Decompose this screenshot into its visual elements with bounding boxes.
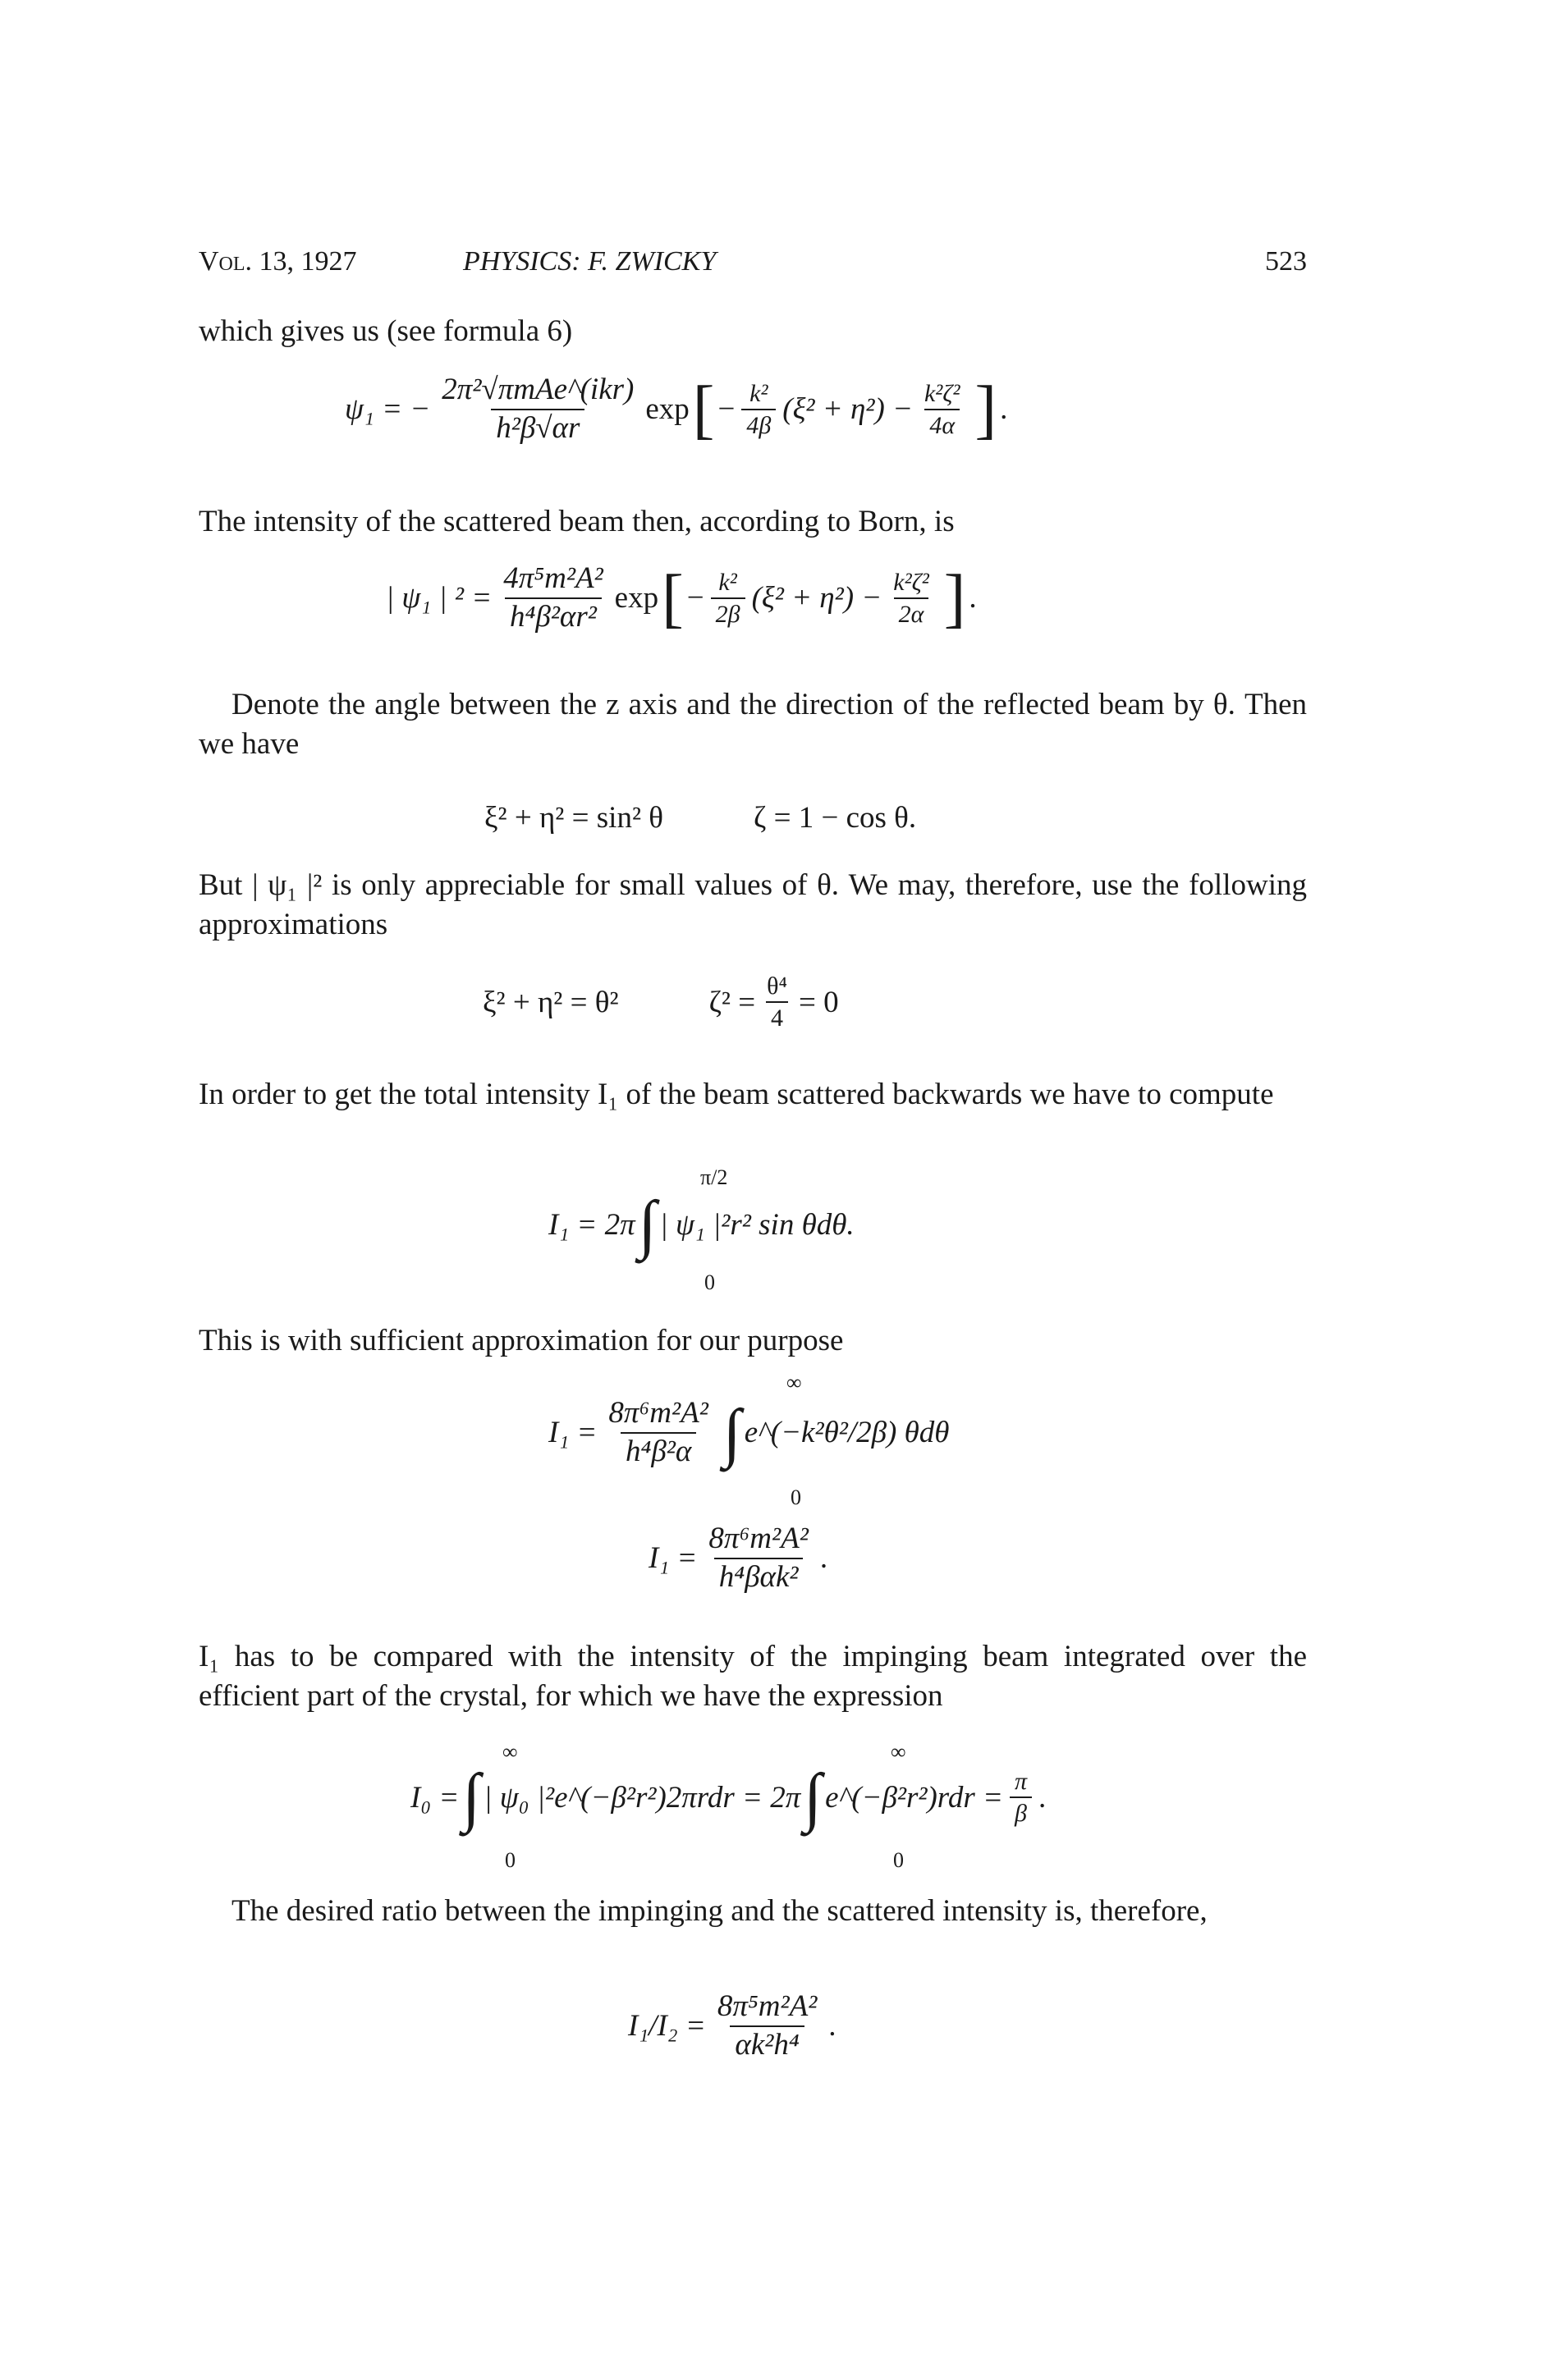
paragraph-1	[199, 312, 1307, 351]
paragraph-text: The intensity of the scattered beam then, according to Born, is	[199, 505, 955, 538]
equation-intensity	[386, 562, 977, 634]
eq-fraction	[1010, 1768, 1032, 1827]
paragraph-6	[199, 1321, 1307, 1361]
integral-sign: ∫	[722, 1396, 741, 1469]
eq-fraction	[762, 973, 792, 1032]
eq-period: .	[828, 2009, 837, 2044]
integral-sign: ∫	[804, 1761, 823, 1833]
eq-integrand: | ψ₁ |²r² sin θdθ.	[659, 1207, 855, 1242]
eq-lhs: I₁ =	[649, 1541, 698, 1576]
eq-exp: exp	[614, 581, 659, 616]
integral-upper-limit: ∞	[786, 1371, 802, 1394]
paragraph-4	[199, 866, 1307, 945]
integral-upper-limit: ∞	[891, 1740, 906, 1764]
bracket-open: [	[662, 561, 684, 634]
eq-lhs: I₁ = 2π	[548, 1207, 635, 1242]
eq-exp: exp	[645, 392, 690, 427]
bracket-close: ]	[943, 561, 966, 634]
paragraph-5	[199, 1075, 1307, 1114]
eq-period: .	[969, 581, 977, 616]
eq-den: h⁴β²α	[621, 1432, 696, 1469]
eq-den: h⁴β²αr²	[505, 597, 602, 634]
eq-mid: (ξ² + η²) −	[782, 392, 913, 427]
bracket-close: ]	[974, 373, 997, 446]
paragraph-text: In order to get the total intensity I₁ of the beam scattered backwards we have to compute	[199, 1078, 1274, 1111]
eq-num: π	[1014, 1768, 1027, 1795]
eq-minus: −	[717, 392, 736, 427]
paragraph-2	[199, 502, 1307, 542]
eq-fraction	[603, 1397, 713, 1468]
eq-num: θ⁴	[767, 973, 787, 1000]
eq-den: 2α	[894, 597, 929, 628]
integral-sign: ∫	[638, 1188, 657, 1261]
eq-fraction	[437, 373, 639, 445]
equation-impinging	[410, 1740, 1231, 1879]
integral-lower-limit: 0	[893, 1848, 904, 1872]
eq-rhs: = 0	[798, 985, 839, 1019]
eq-part-b: ζ = 1 − cos θ.	[754, 801, 917, 835]
paragraph-text: I₁ has to be compared with the intensity of the impinging beam integrated over the efficient part of the crystal, for which we have the expression	[199, 1640, 1307, 1713]
eq-fraction	[704, 1522, 813, 1594]
page-number: 523	[1265, 246, 1307, 277]
eq-num: k²ζ²	[924, 379, 960, 407]
eq-den: 4β	[741, 409, 776, 439]
eq-den: h²β√αr	[491, 409, 584, 446]
equation-approx-integral	[548, 1371, 1123, 1514]
paragraph-text: which gives us (see formula 6)	[199, 314, 573, 348]
eq-integrand: e^(−β²r²)rdr =	[825, 1780, 1003, 1815]
integral-upper-limit: ∞	[502, 1740, 518, 1764]
eq-lhs: I₁/I₂ =	[628, 2009, 706, 2044]
eq-integrand: | ψ₀ |²e^(−β²r²)2πrdr = 2π	[484, 1780, 801, 1815]
running-title: PHYSICS: F. ZWICKY	[463, 246, 717, 277]
equation-approx	[483, 973, 839, 1032]
eq-part-a: ξ² + η² = θ²	[483, 985, 619, 1019]
eq-lhs: I₀ =	[410, 1780, 460, 1815]
eq-mid: (ξ² + η²) −	[751, 581, 882, 616]
paragraph-7	[199, 1637, 1307, 1716]
eq-fraction	[919, 380, 965, 439]
eq-den: β	[1010, 1796, 1032, 1827]
equation-psi1	[345, 373, 1007, 445]
paragraph-text: Denote the angle between the z axis and the direction of the reflected beam by θ. Then we have	[199, 688, 1307, 761]
equation-total-intensity	[548, 1165, 1041, 1305]
integral-lower-limit: 0	[505, 1848, 516, 1872]
bracket-open: [	[692, 373, 715, 446]
integral-sign: ∫	[462, 1761, 481, 1833]
eq-den: 4α	[924, 409, 960, 439]
eq-period: .	[819, 1541, 828, 1576]
equation-angles	[484, 800, 916, 835]
eq-lhs: ψ₁ = −	[345, 392, 431, 427]
paragraph-8	[199, 1892, 1307, 1931]
eq-period: .	[1038, 1780, 1047, 1815]
eq-period: .	[1000, 392, 1008, 427]
eq-den: 2β	[711, 597, 745, 628]
eq-fraction	[711, 569, 745, 628]
paragraph-3	[199, 685, 1307, 764]
paragraph-text: The desired ratio between the impinging and the scattered intensity is, therefore,	[231, 1894, 1208, 1928]
eq-lhs: ζ² =	[708, 985, 756, 1019]
eq-integrand: e^(−k²θ²/2β) θdθ	[744, 1416, 950, 1450]
eq-fraction	[888, 569, 933, 628]
eq-den: αk²h⁴	[730, 2025, 804, 2062]
eq-num: 8π⁶m²A²	[708, 1522, 809, 1555]
paragraph-text: This is with sufficient approximation for our purpose	[199, 1324, 844, 1357]
eq-fraction	[741, 380, 776, 439]
eq-den: h⁴βαk²	[714, 1558, 804, 1595]
eq-part-a: ξ² + η² = sin² θ	[484, 801, 664, 835]
integral-upper-limit: π/2	[700, 1165, 728, 1189]
eq-den: 4	[766, 1001, 788, 1032]
integral-lower-limit: 0	[704, 1270, 715, 1294]
paragraph-text: But | ψ₁ |² is only appreciable for small values of θ. We may, therefore, use the following approximations	[199, 868, 1307, 941]
eq-lhs: I₁ =	[548, 1416, 598, 1450]
eq-num: 8π⁶m²A²	[608, 1396, 708, 1430]
eq-num: 4π⁵m²A²	[503, 561, 603, 595]
eq-num: k²ζ²	[893, 568, 929, 596]
eq-num: 8π⁵m²A²	[717, 1989, 818, 2023]
eq-num: k²	[749, 379, 768, 407]
volume-label: Vol. 13, 1927	[199, 246, 357, 277]
eq-num: 2π²√πmAe^(ikr)	[442, 373, 635, 406]
eq-lhs: | ψ₁ | ² =	[386, 581, 493, 616]
equation-result	[649, 1522, 827, 1594]
eq-num: k²	[718, 568, 737, 596]
integral-lower-limit: 0	[791, 1485, 801, 1509]
eq-fraction	[713, 1990, 822, 2062]
eq-minus: −	[686, 581, 704, 616]
eq-fraction	[498, 562, 607, 634]
equation-ratio	[628, 1990, 837, 2062]
